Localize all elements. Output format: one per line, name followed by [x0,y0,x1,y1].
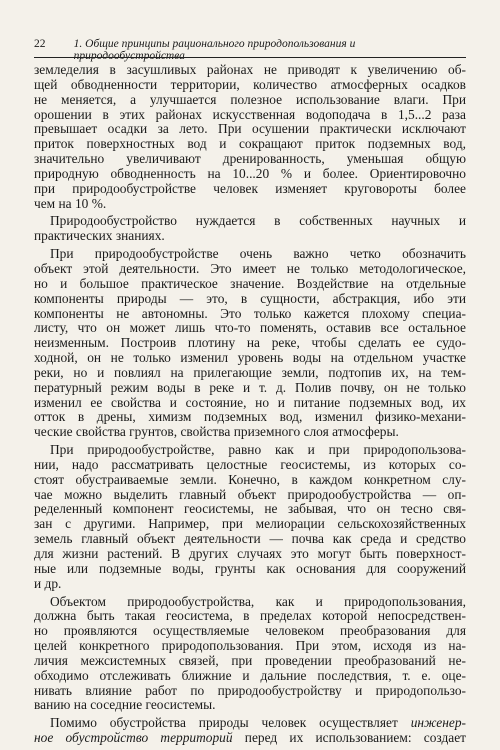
italic-term: ное обустройство территорий [34,730,233,746]
text-line: ределенный компонент геосистемы, не забывая, что он тесно свя- [34,501,466,517]
text-line: обходимо отслеживать ближние и дальние последствия, т. е. оце- [34,667,466,683]
page-number: 22 [34,38,46,50]
text-run: Помимо обустройства природы человек осуществляет [50,715,411,731]
text-line: и др. [34,575,62,591]
text-line: при природообустройстве человек изменяет круговороты более [34,180,466,196]
text-line: чем на 10 %. [34,195,107,211]
text-line: объект этой деятельности. Это имеет не только методологическое, [34,260,466,276]
text-line: значительно увеличивают дренированность, уменьшая общую [34,151,466,167]
paragraph [34,247,466,440]
paragraph-final [34,716,466,746]
text-line: При природообустройстве очень важно четко обозначить [50,246,466,262]
text-line: но и большое практическое значение. Воздействие на отдельные [34,275,466,291]
text-line: изменил ее свойства и состояние, но и питание подземных вод, их [34,394,466,410]
paragraph [34,214,466,244]
text-line [34,731,466,746]
text-line: компоненты природы — это, в сущности, абстракция, ибо эти [34,290,466,306]
text-line: орошении в этих районах искусственная водоподача в 1,5...2 раза [34,106,466,122]
paragraph [34,443,466,591]
text-line: ванию на соседние геосистемы. [34,697,216,713]
text-line: нивать влияние работ по природообустройству и природопользо- [34,682,466,698]
chapter-title: 1. Общие принципы рационального природопользования и природообустройства [73,38,356,62]
text-line: листу, что он может лишь что-то поменять, оставив все остальное [34,320,466,336]
text-line: личия межсистемных связей, при проведении преобразований не- [34,652,466,668]
text-line: неизменным. Построив плотину на реке, чтобы сделать ее судо- [34,335,466,351]
text-line: земель главный объект деятельности — почва как среда и средство [34,531,466,547]
text-line: пературный режим воды в реке и т. д. Полив почву, он не только [34,379,466,395]
text-line: компоненты не автономны. Это только кажется плохому специа- [34,305,466,321]
text-line: практических знаниях. [34,228,165,244]
text-run: перед их использованием: создает [232,730,466,746]
text-line: отток в дрены, химизм подземных вод, изменил физико-механи- [34,409,466,425]
text-line: превышает осадки за лето. При осушении практически исключают [34,121,466,137]
text-line: Объектом природообустройства, как и природопользования, [50,593,466,609]
italic-term: инженер- [410,715,466,731]
text-line: При природообустройстве, равно как и при природопользова- [50,442,466,458]
text-line: ные или подземные воды, грунты как основания для сооружений [34,560,466,576]
paragraph [34,595,466,714]
text-line: но проявляются осуществляемые человеком преобразования для [34,623,466,639]
text-line: щей обводненности территории, количество атмосферных осадков [34,76,466,92]
text-line: приток поверхностных вод и сокращают приток подземных вод, [34,136,466,152]
text-line: должна быть такая геосистема, в пределах которой непосредствен- [34,608,466,624]
paragraphs-container [34,63,466,713]
text-line: целей конкретного природопользования. При этом, исходя из на- [34,638,466,654]
text-line: реки, но и повлиял на прилегающие земли, подтопив их, на тем- [34,364,466,380]
text-line: природную обводненность на 10...20 % и более. Ориентировочно [34,165,466,181]
text-line: ходной, он не только изменил уровень воды на отдельном участке [34,350,466,366]
text-line: земледелия в засушливых районах не приводят к увеличению об- [34,62,466,77]
text-line: не меняется, а улучшается полезное использование влаги. При [34,91,466,107]
text-line: стоят обустраиваемые земли. Конечно, в каждом конкретном слу- [34,471,466,487]
text-line: зан с другими. Например, при мелиорации сельскохозяйственных [34,516,466,532]
body-text [34,63,466,746]
text-line: нии, надо рассматривать целостные геосистемы, из которых со- [34,456,466,472]
text-line: ческие свойства грунтов, свойства приземного слоя атмосферы. [34,424,399,440]
text-line: для жизни растений. В других случаях это могут быть поверхност- [34,546,466,561]
header-rule [34,57,466,58]
paragraph [34,63,466,211]
text-line: чае можно выделить главный объект природообустройства — оп- [34,486,466,502]
text-line: Природообустройство нуждается в собственных научных и [50,213,466,229]
text-line [34,716,466,731]
running-header [34,38,466,62]
